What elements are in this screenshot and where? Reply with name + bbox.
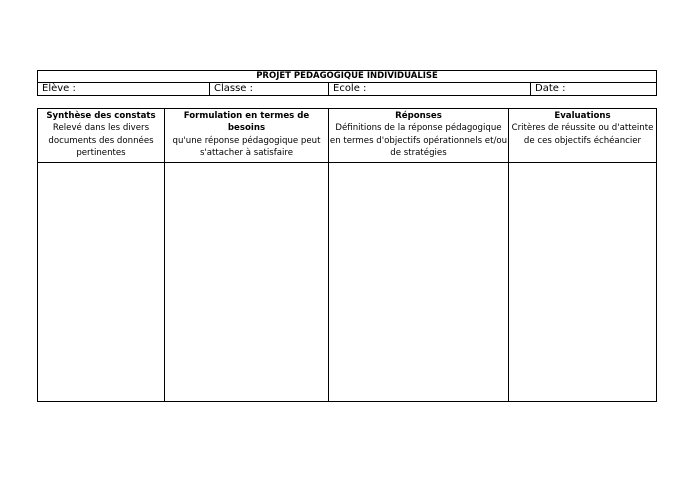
- column-header-besoins: [165, 109, 329, 163]
- column-header-reponses: [329, 109, 509, 163]
- content-row: [38, 163, 657, 402]
- content-cell-synthese[interactable]: [38, 163, 165, 402]
- column-title: Evaluations: [554, 111, 611, 121]
- info-row: [38, 83, 657, 96]
- column-description: Définitions de la réponse pédagogique en termes d'objectifs opérationnels et/ou de stratégies: [329, 123, 508, 159]
- column-title: Formulation en termes de besoins: [183, 111, 310, 134]
- classe-field[interactable]: Classe :: [210, 83, 329, 96]
- main-table: [37, 108, 657, 402]
- ecole-field[interactable]: Ecole :: [329, 83, 531, 96]
- column-header-synthese: [38, 109, 165, 163]
- title-row: [38, 71, 657, 83]
- content-cell-besoins[interactable]: [165, 163, 329, 402]
- eleve-field[interactable]: Elève :: [38, 83, 210, 96]
- content-cell-evaluations[interactable]: [509, 163, 657, 402]
- header-table: [37, 70, 657, 96]
- column-description: Relevé dans les divers documents des données pertinentes: [48, 123, 154, 159]
- column-header-evaluations: [509, 109, 657, 163]
- column-title: Réponses: [395, 111, 442, 121]
- column-description: qu'une réponse pédagogique peut s'attacher à satisfaire: [172, 135, 321, 159]
- column-description: Critères de réussite ou d'atteinte de ces objectifs échéancier: [511, 123, 654, 146]
- column-header-row: [38, 109, 657, 163]
- content-cell-reponses[interactable]: [329, 163, 509, 402]
- document-title: PROJET PEDAGOGIQUE INDIVIDUALISE: [38, 71, 657, 83]
- column-title: Synthèse des constats: [46, 111, 156, 121]
- date-field[interactable]: Date :: [531, 83, 657, 96]
